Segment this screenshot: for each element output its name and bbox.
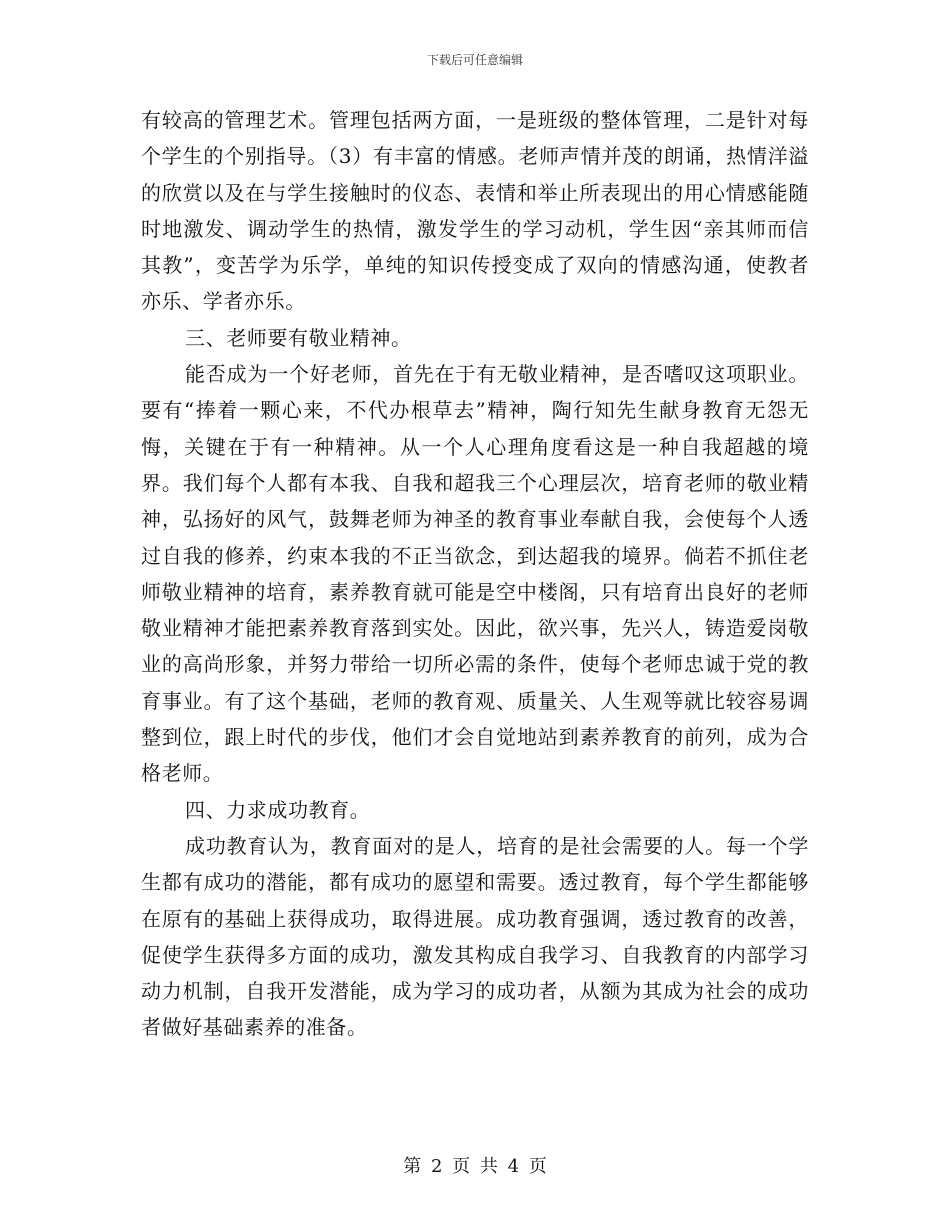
page-number-footer: 第 2 页 共 4 页 xyxy=(403,1156,547,1177)
body-paragraph: 成功教育认为，教育面对的是人，培育的是社会需要的人。每一个学生都有成功的潜能，都有成功的愿望和需要。透过教育，每个学生都能够在原有的基础上获得成功，取得进展。成功教育强调，透过教育的改善，促使学生获得多方面的成功，激发其构成自我学习、自我教育的内部学习动力机制，自我开发潜能，成为学习的成功者，从额为其成为社会的成功者做好基础素养的准备。 xyxy=(141,833,809,1040)
body-paragraph-continuation: 有较高的管理艺术。管理包括两方面，一是班级的整体管理，二是针对每个学生的个别指导。（3）有丰富的情感。老师声情并茂的朗诵，热情洋溢的欣赏以及在与学生接触时的仪态、表情和举止所表现出的用心情感能随时地激发、调动学生的热情，激发学生的学习动机，学生因“亲其师而信其教”，变苦学为乐学，单纯的知识传授变成了双向的情感沟通，使教者亦乐、学者亦乐。 xyxy=(141,108,809,314)
section-heading-3: 三、老师要有敬业精神。 xyxy=(185,325,412,350)
section-heading-4: 四、力求成功教育。 xyxy=(185,797,371,822)
document-body xyxy=(141,102,809,1046)
body-paragraph: 能否成为一个好老师，首先在于有无敬业精神，是否嗜叹这项职业。要有“捧着一颗心来，不代办根草去”精神，陶行知先生献身教育无怨无悔，关键在于有一种精神。从一个人心理角度看这是一种自我超越的境界。我们每个人都有本我、自我和超我三个心理层次，培育老师的敬业精神，弘扬好的风气，鼓舞老师为神圣的教育事业奉献自我，会使每个人透过自我的修养，约束本我的不正当欲念，到达超我的境界。倘若不抓住老师敬业精神的培育，素养教育就可能是空中楼阁，只有培育出良好的老师敬业精神才能把素养教育落到实处。因此，欲兴事，先兴人，铸造爱岗敬业的高尚形象，并努力带给一切所必需的条件，使每个老师忠诚于党的教育事业。有了这个基础，老师的教育观、质量关、人生观等就比较容易调整到位，跟上时代的步伐，他们才会自觉地站到素养教育的前列，成为合格老师。 xyxy=(141,362,809,786)
page-header: 下载后可任意编辑 xyxy=(426,53,523,67)
